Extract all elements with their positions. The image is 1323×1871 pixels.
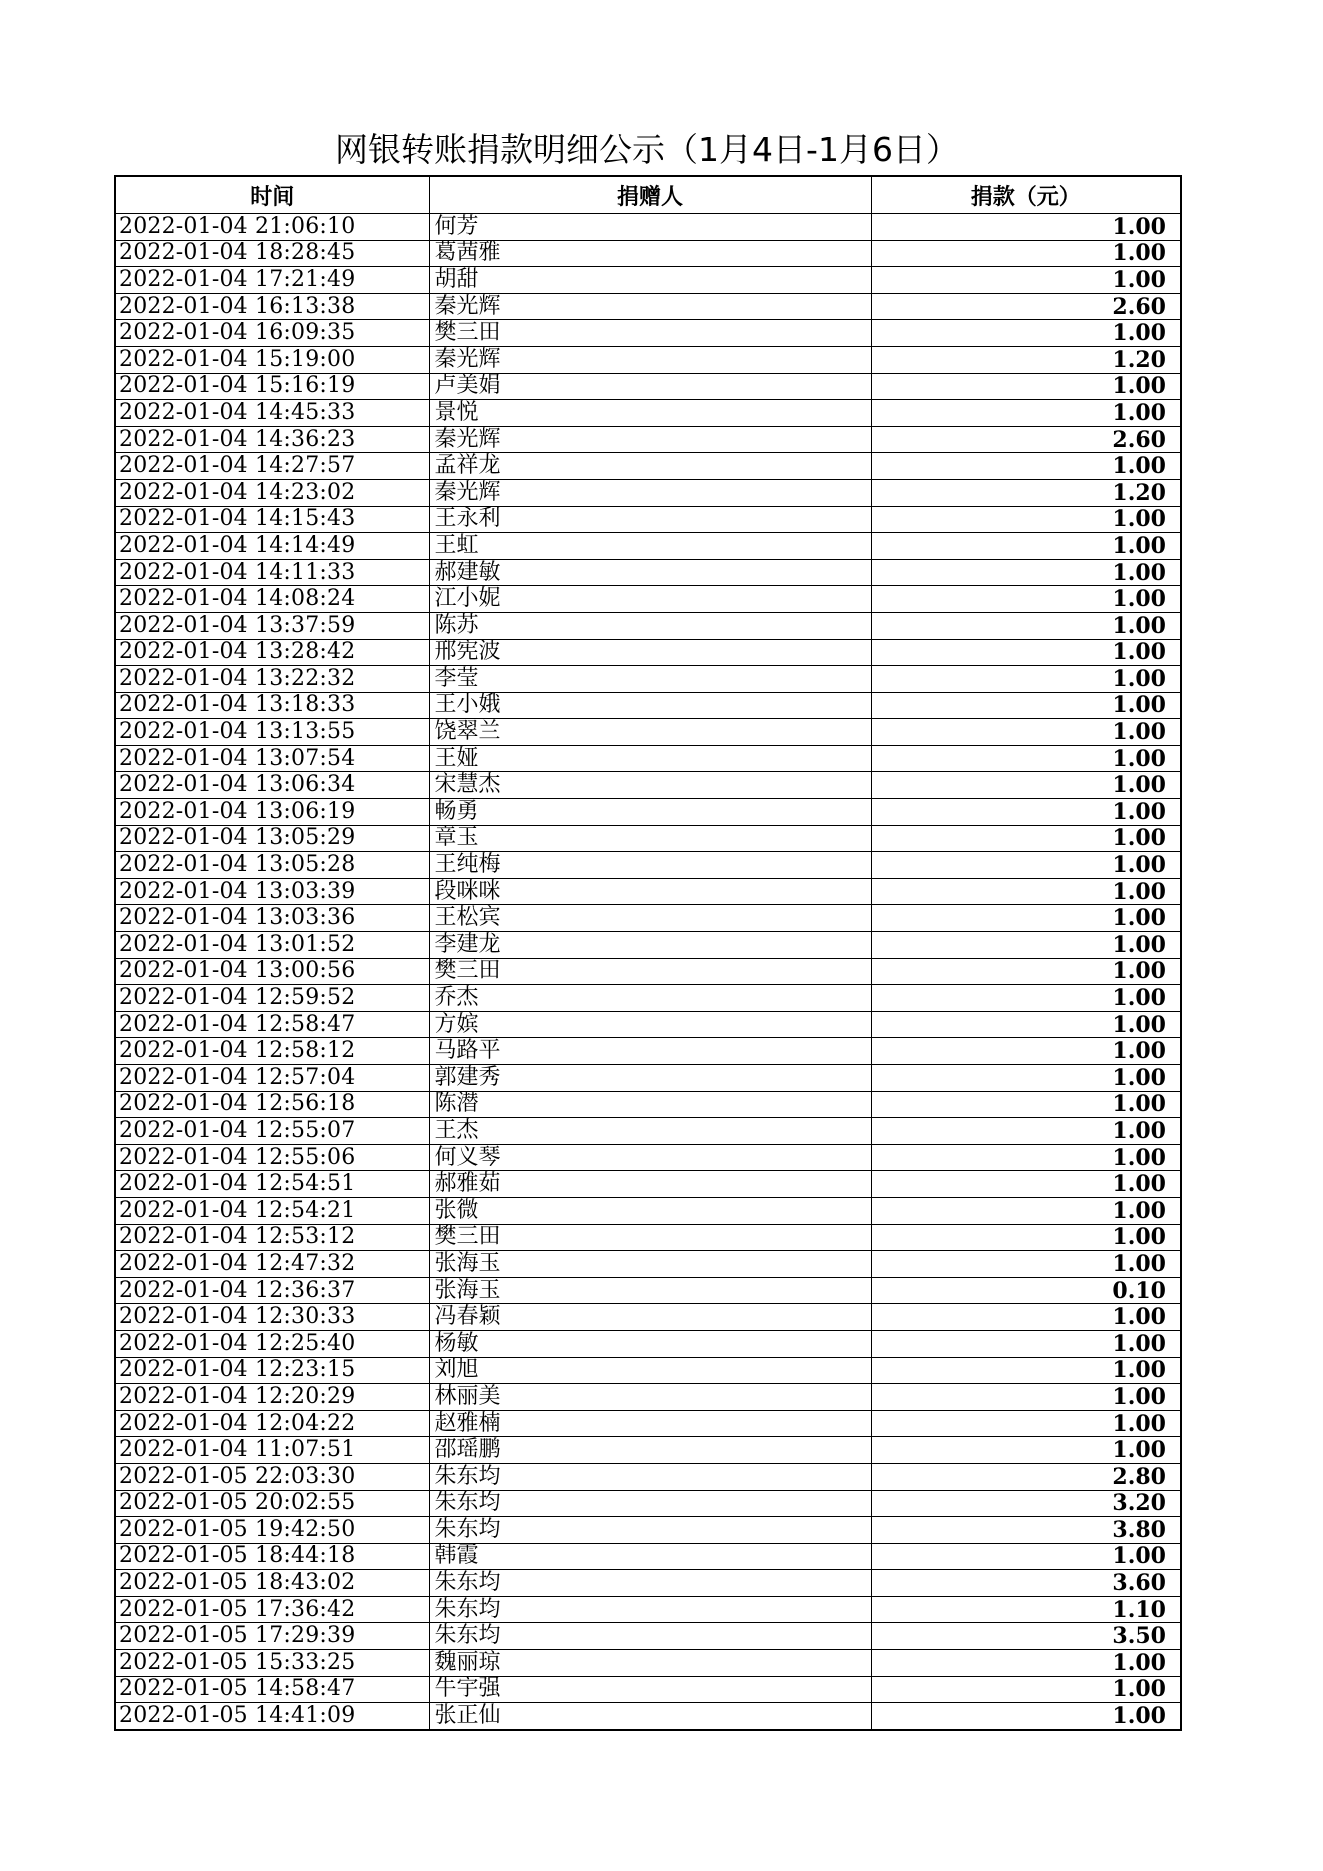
cell-amount: 1.00 xyxy=(871,1038,1181,1065)
table-row xyxy=(115,479,1181,506)
cell-time: 2022-01-04 13:37:59 xyxy=(115,612,429,639)
cell-time: 2022-01-04 13:13:55 xyxy=(115,719,429,746)
cell-donor: 秦光辉 xyxy=(429,346,871,373)
table-row xyxy=(115,267,1181,294)
table-row xyxy=(115,1517,1181,1544)
table-row xyxy=(115,1171,1181,1198)
cell-time: 2022-01-04 12:47:32 xyxy=(115,1251,429,1278)
cell-time: 2022-01-04 14:11:33 xyxy=(115,559,429,586)
cell-time: 2022-01-04 13:03:36 xyxy=(115,905,429,932)
cell-amount: 1.00 xyxy=(871,1197,1181,1224)
cell-donor: 林丽美 xyxy=(429,1384,871,1411)
cell-amount: 1.00 xyxy=(871,1543,1181,1570)
cell-amount: 1.00 xyxy=(871,373,1181,400)
cell-donor: 李莹 xyxy=(429,666,871,693)
table-row xyxy=(115,692,1181,719)
cell-amount: 1.10 xyxy=(871,1596,1181,1623)
table-row xyxy=(115,506,1181,533)
cell-time: 2022-01-04 14:08:24 xyxy=(115,586,429,613)
cell-time: 2022-01-04 12:36:37 xyxy=(115,1277,429,1304)
cell-amount: 3.60 xyxy=(871,1570,1181,1597)
table-row xyxy=(115,320,1181,347)
table-row xyxy=(115,852,1181,879)
cell-amount: 1.00 xyxy=(871,320,1181,347)
cell-donor: 郭建秀 xyxy=(429,1065,871,1092)
cell-time: 2022-01-04 12:58:47 xyxy=(115,1011,429,1038)
table-row xyxy=(115,1623,1181,1650)
table-row xyxy=(115,1543,1181,1570)
cell-donor: 秦光辉 xyxy=(429,426,871,453)
cell-donor: 景悦 xyxy=(429,400,871,427)
cell-amount: 1.00 xyxy=(871,745,1181,772)
cell-donor: 王小娥 xyxy=(429,692,871,719)
cell-amount: 1.00 xyxy=(871,1330,1181,1357)
cell-time: 2022-01-04 12:30:33 xyxy=(115,1304,429,1331)
cell-amount: 1.00 xyxy=(871,1144,1181,1171)
cell-donor: 章玉 xyxy=(429,825,871,852)
cell-donor: 朱东均 xyxy=(429,1570,871,1597)
cell-donor: 王纯梅 xyxy=(429,852,871,879)
cell-time: 2022-01-05 14:41:09 xyxy=(115,1703,429,1730)
cell-amount: 3.50 xyxy=(871,1623,1181,1650)
column-header-time: 时间 xyxy=(115,176,429,214)
cell-amount: 1.00 xyxy=(871,559,1181,586)
cell-time: 2022-01-04 14:15:43 xyxy=(115,506,429,533)
table-row xyxy=(115,346,1181,373)
cell-donor: 樊三田 xyxy=(429,1224,871,1251)
cell-donor: 葛茜雅 xyxy=(429,240,871,267)
cell-time: 2022-01-05 14:58:47 xyxy=(115,1676,429,1703)
table-row xyxy=(115,1437,1181,1464)
table-row xyxy=(115,745,1181,772)
cell-time: 2022-01-05 20:02:55 xyxy=(115,1490,429,1517)
cell-donor: 宋慧杰 xyxy=(429,772,871,799)
cell-amount: 2.60 xyxy=(871,426,1181,453)
cell-donor: 刘旭 xyxy=(429,1357,871,1384)
cell-donor: 王永利 xyxy=(429,506,871,533)
cell-donor: 魏丽琼 xyxy=(429,1650,871,1677)
table-row xyxy=(115,932,1181,959)
cell-donor: 王娅 xyxy=(429,745,871,772)
cell-donor: 陈潜 xyxy=(429,1091,871,1118)
table-row xyxy=(115,559,1181,586)
cell-donor: 赵雅楠 xyxy=(429,1410,871,1437)
cell-amount: 1.00 xyxy=(871,958,1181,985)
cell-time: 2022-01-04 12:54:51 xyxy=(115,1171,429,1198)
cell-time: 2022-01-04 12:25:40 xyxy=(115,1330,429,1357)
cell-amount: 1.20 xyxy=(871,479,1181,506)
cell-time: 2022-01-04 14:14:49 xyxy=(115,533,429,560)
column-header-donor: 捐赠人 xyxy=(429,176,871,214)
cell-time: 2022-01-04 16:09:35 xyxy=(115,320,429,347)
cell-donor: 陈苏 xyxy=(429,612,871,639)
cell-amount: 2.60 xyxy=(871,293,1181,320)
cell-amount: 1.00 xyxy=(871,612,1181,639)
cell-time: 2022-01-05 17:36:42 xyxy=(115,1596,429,1623)
table-row xyxy=(115,1304,1181,1331)
cell-time: 2022-01-04 21:06:10 xyxy=(115,214,429,241)
donation-table xyxy=(114,175,1182,1731)
cell-amount: 1.00 xyxy=(871,267,1181,294)
table-row xyxy=(115,825,1181,852)
cell-amount: 1.00 xyxy=(871,1304,1181,1331)
cell-donor: 朱东均 xyxy=(429,1517,871,1544)
cell-time: 2022-01-04 12:53:12 xyxy=(115,1224,429,1251)
cell-time: 2022-01-04 12:54:21 xyxy=(115,1197,429,1224)
cell-time: 2022-01-04 13:05:29 xyxy=(115,825,429,852)
table-row xyxy=(115,905,1181,932)
table-row xyxy=(115,1384,1181,1411)
cell-donor: 方嫔 xyxy=(429,1011,871,1038)
cell-time: 2022-01-04 12:57:04 xyxy=(115,1065,429,1092)
cell-donor: 马路平 xyxy=(429,1038,871,1065)
cell-time: 2022-01-05 19:42:50 xyxy=(115,1517,429,1544)
cell-time: 2022-01-04 13:00:56 xyxy=(115,958,429,985)
cell-amount: 0.10 xyxy=(871,1277,1181,1304)
cell-time: 2022-01-04 13:28:42 xyxy=(115,639,429,666)
cell-donor: 江小妮 xyxy=(429,586,871,613)
cell-time: 2022-01-04 13:05:28 xyxy=(115,852,429,879)
table-row xyxy=(115,1038,1181,1065)
cell-donor: 冯春颖 xyxy=(429,1304,871,1331)
cell-donor: 郝建敏 xyxy=(429,559,871,586)
table-body xyxy=(115,214,1181,1730)
cell-time: 2022-01-04 13:07:54 xyxy=(115,745,429,772)
cell-amount: 1.00 xyxy=(871,719,1181,746)
cell-donor: 张微 xyxy=(429,1197,871,1224)
cell-donor: 孟祥龙 xyxy=(429,453,871,480)
table-row xyxy=(115,612,1181,639)
table-row xyxy=(115,1676,1181,1703)
cell-time: 2022-01-04 12:04:22 xyxy=(115,1410,429,1437)
cell-amount: 1.00 xyxy=(871,666,1181,693)
cell-time: 2022-01-04 12:55:07 xyxy=(115,1118,429,1145)
cell-amount: 1.00 xyxy=(871,639,1181,666)
cell-donor: 乔杰 xyxy=(429,985,871,1012)
cell-donor: 张海玉 xyxy=(429,1251,871,1278)
table-row xyxy=(115,799,1181,826)
cell-time: 2022-01-05 18:44:18 xyxy=(115,1543,429,1570)
cell-donor: 朱东均 xyxy=(429,1596,871,1623)
cell-time: 2022-01-04 14:27:57 xyxy=(115,453,429,480)
cell-amount: 1.00 xyxy=(871,1251,1181,1278)
cell-donor: 李建龙 xyxy=(429,932,871,959)
cell-amount: 1.00 xyxy=(871,1703,1181,1730)
table-row xyxy=(115,1463,1181,1490)
cell-time: 2022-01-05 22:03:30 xyxy=(115,1463,429,1490)
cell-amount: 1.00 xyxy=(871,1437,1181,1464)
cell-donor: 何义琴 xyxy=(429,1144,871,1171)
cell-time: 2022-01-04 14:45:33 xyxy=(115,400,429,427)
table-row xyxy=(115,240,1181,267)
column-header-amount: 捐款（元） xyxy=(871,176,1181,214)
table-row xyxy=(115,1596,1181,1623)
cell-donor: 卢美娟 xyxy=(429,373,871,400)
cell-amount: 1.00 xyxy=(871,586,1181,613)
cell-amount: 1.00 xyxy=(871,400,1181,427)
table-row xyxy=(115,1065,1181,1092)
table-row xyxy=(115,400,1181,427)
cell-amount: 1.00 xyxy=(871,1410,1181,1437)
cell-donor: 朱东均 xyxy=(429,1463,871,1490)
cell-time: 2022-01-04 13:03:39 xyxy=(115,878,429,905)
table-row xyxy=(115,639,1181,666)
table-row xyxy=(115,1490,1181,1517)
table-row xyxy=(115,1703,1181,1730)
cell-time: 2022-01-04 12:56:18 xyxy=(115,1091,429,1118)
cell-donor: 张海玉 xyxy=(429,1277,871,1304)
table-row xyxy=(115,958,1181,985)
cell-amount: 1.00 xyxy=(871,692,1181,719)
cell-donor: 饶翠兰 xyxy=(429,719,871,746)
cell-amount: 1.00 xyxy=(871,1118,1181,1145)
cell-time: 2022-01-04 14:36:23 xyxy=(115,426,429,453)
cell-amount: 1.00 xyxy=(871,905,1181,932)
cell-donor: 朱东均 xyxy=(429,1623,871,1650)
table-row xyxy=(115,1224,1181,1251)
cell-amount: 1.00 xyxy=(871,1011,1181,1038)
cell-amount: 1.00 xyxy=(871,506,1181,533)
table-row xyxy=(115,1197,1181,1224)
cell-time: 2022-01-04 16:13:38 xyxy=(115,293,429,320)
cell-time: 2022-01-04 18:28:45 xyxy=(115,240,429,267)
cell-time: 2022-01-04 13:06:34 xyxy=(115,772,429,799)
table-row xyxy=(115,666,1181,693)
table-row xyxy=(115,719,1181,746)
table-row xyxy=(115,772,1181,799)
cell-time: 2022-01-04 17:21:49 xyxy=(115,267,429,294)
cell-time: 2022-01-04 12:23:15 xyxy=(115,1357,429,1384)
cell-donor: 樊三田 xyxy=(429,320,871,347)
cell-amount: 1.00 xyxy=(871,772,1181,799)
cell-donor: 王杰 xyxy=(429,1118,871,1145)
cell-time: 2022-01-04 15:19:00 xyxy=(115,346,429,373)
cell-donor: 王松宾 xyxy=(429,905,871,932)
cell-time: 2022-01-04 13:06:19 xyxy=(115,799,429,826)
cell-amount: 1.00 xyxy=(871,825,1181,852)
cell-time: 2022-01-04 15:16:19 xyxy=(115,373,429,400)
table-row xyxy=(115,1357,1181,1384)
cell-time: 2022-01-04 13:22:32 xyxy=(115,666,429,693)
cell-donor: 秦光辉 xyxy=(429,479,871,506)
table-row xyxy=(115,453,1181,480)
table-row xyxy=(115,373,1181,400)
cell-donor: 段咪咪 xyxy=(429,878,871,905)
cell-amount: 2.80 xyxy=(871,1463,1181,1490)
cell-time: 2022-01-04 12:59:52 xyxy=(115,985,429,1012)
table-row xyxy=(115,1277,1181,1304)
cell-time: 2022-01-04 12:55:06 xyxy=(115,1144,429,1171)
cell-donor: 郝雅茹 xyxy=(429,1171,871,1198)
cell-donor: 樊三田 xyxy=(429,958,871,985)
table-row xyxy=(115,1330,1181,1357)
cell-amount: 1.00 xyxy=(871,799,1181,826)
cell-amount: 3.80 xyxy=(871,1517,1181,1544)
cell-amount: 1.00 xyxy=(871,878,1181,905)
cell-amount: 1.00 xyxy=(871,214,1181,241)
cell-donor: 何芳 xyxy=(429,214,871,241)
cell-donor: 张正仙 xyxy=(429,1703,871,1730)
cell-amount: 1.00 xyxy=(871,453,1181,480)
table-row xyxy=(115,985,1181,1012)
table-row xyxy=(115,214,1181,241)
cell-donor: 秦光辉 xyxy=(429,293,871,320)
cell-donor: 杨敏 xyxy=(429,1330,871,1357)
table-row xyxy=(115,1118,1181,1145)
cell-amount: 1.00 xyxy=(871,1065,1181,1092)
cell-donor: 韩霞 xyxy=(429,1543,871,1570)
cell-amount: 1.00 xyxy=(871,1224,1181,1251)
cell-donor: 牛宇强 xyxy=(429,1676,871,1703)
cell-amount: 1.00 xyxy=(871,1384,1181,1411)
cell-donor: 朱东均 xyxy=(429,1490,871,1517)
cell-time: 2022-01-04 14:23:02 xyxy=(115,479,429,506)
table-row xyxy=(115,1650,1181,1677)
cell-time: 2022-01-04 13:18:33 xyxy=(115,692,429,719)
table-row xyxy=(115,533,1181,560)
table-row xyxy=(115,586,1181,613)
cell-amount: 3.20 xyxy=(871,1490,1181,1517)
cell-time: 2022-01-05 18:43:02 xyxy=(115,1570,429,1597)
table-row xyxy=(115,878,1181,905)
cell-donor: 王虹 xyxy=(429,533,871,560)
table-row xyxy=(115,426,1181,453)
cell-amount: 1.00 xyxy=(871,985,1181,1012)
cell-amount: 1.00 xyxy=(871,1091,1181,1118)
cell-amount: 1.00 xyxy=(871,1357,1181,1384)
table-header-row xyxy=(115,176,1181,214)
cell-donor: 邵瑶鹏 xyxy=(429,1437,871,1464)
cell-donor: 畅勇 xyxy=(429,799,871,826)
cell-donor: 邢宪波 xyxy=(429,639,871,666)
cell-time: 2022-01-04 11:07:51 xyxy=(115,1437,429,1464)
cell-time: 2022-01-04 12:20:29 xyxy=(115,1384,429,1411)
cell-amount: 1.00 xyxy=(871,1676,1181,1703)
table-row xyxy=(115,1570,1181,1597)
cell-time: 2022-01-05 15:33:25 xyxy=(115,1650,429,1677)
cell-amount: 1.00 xyxy=(871,1650,1181,1677)
cell-time: 2022-01-04 12:58:12 xyxy=(115,1038,429,1065)
table-row xyxy=(115,1410,1181,1437)
table-row xyxy=(115,1091,1181,1118)
table-row xyxy=(115,293,1181,320)
table-row xyxy=(115,1144,1181,1171)
cell-amount: 1.00 xyxy=(871,1171,1181,1198)
cell-amount: 1.00 xyxy=(871,852,1181,879)
cell-time: 2022-01-05 17:29:39 xyxy=(115,1623,429,1650)
page-title: 网银转账捐款明细公示（1月4日-1月6日） xyxy=(335,130,959,169)
table-row xyxy=(115,1251,1181,1278)
cell-amount: 1.00 xyxy=(871,240,1181,267)
cell-amount: 1.00 xyxy=(871,533,1181,560)
cell-amount: 1.00 xyxy=(871,932,1181,959)
cell-time: 2022-01-04 13:01:52 xyxy=(115,932,429,959)
table-row xyxy=(115,1011,1181,1038)
cell-donor: 胡甜 xyxy=(429,267,871,294)
cell-amount: 1.20 xyxy=(871,346,1181,373)
